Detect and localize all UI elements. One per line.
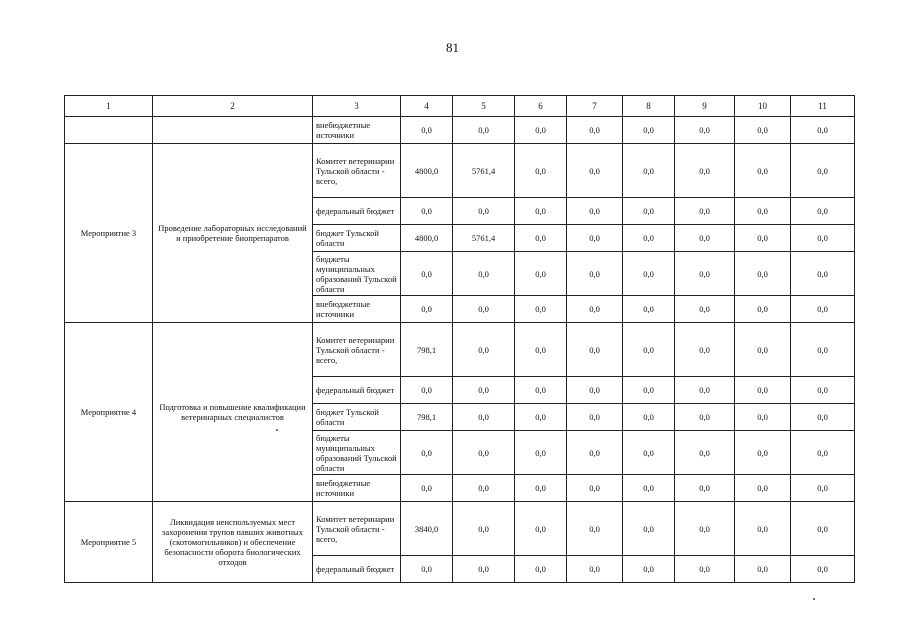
- value-cell: 0,0: [567, 225, 623, 252]
- funding-source-cell: бюджеты муниципальных образований Тульской области: [313, 252, 401, 296]
- value-cell: 0,0: [567, 556, 623, 583]
- value-cell: 0,0: [791, 296, 855, 323]
- value-cell: 0,0: [453, 431, 515, 475]
- value-cell: 0,0: [675, 252, 735, 296]
- value-cell: 0,0: [623, 475, 675, 502]
- value-cell: 0,0: [675, 144, 735, 198]
- value-cell: 0,0: [453, 404, 515, 431]
- value-cell: 0,0: [567, 252, 623, 296]
- value-cell: 0,0: [735, 323, 791, 377]
- header-cell: 11: [791, 96, 855, 117]
- value-cell: 0,0: [675, 556, 735, 583]
- value-cell: 0,0: [515, 475, 567, 502]
- value-cell: 4800,0: [401, 225, 453, 252]
- value-cell: 0,0: [453, 117, 515, 144]
- value-cell: 0,0: [401, 198, 453, 225]
- value-cell: 798,1: [401, 404, 453, 431]
- value-cell: 0,0: [675, 377, 735, 404]
- value-cell: 3840,0: [401, 502, 453, 556]
- value-cell: 0,0: [515, 296, 567, 323]
- funding-source-cell: бюджеты муниципальных образований Тульской области: [313, 431, 401, 475]
- funding-source-cell: Комитет ветеринарии Тульской области - всего,: [313, 323, 401, 377]
- value-cell: 0,0: [567, 144, 623, 198]
- value-cell: 0,0: [675, 198, 735, 225]
- value-cell: 0,0: [791, 225, 855, 252]
- value-cell: 0,0: [675, 502, 735, 556]
- value-cell: 0,0: [675, 296, 735, 323]
- value-cell: 0,0: [675, 323, 735, 377]
- value-cell: 0,0: [675, 225, 735, 252]
- scan-speck: [276, 429, 278, 431]
- value-cell: 0,0: [735, 431, 791, 475]
- event-cell: Мероприятие 4: [65, 323, 153, 502]
- value-cell: 0,0: [567, 198, 623, 225]
- value-cell: 0,0: [453, 377, 515, 404]
- value-cell: 5761,4: [453, 225, 515, 252]
- funding-source-cell: федеральный бюджет: [313, 377, 401, 404]
- value-cell: 0,0: [453, 252, 515, 296]
- value-cell: 0,0: [735, 296, 791, 323]
- value-cell: 0,0: [515, 404, 567, 431]
- value-cell: 0,0: [567, 296, 623, 323]
- value-cell: 0,0: [623, 502, 675, 556]
- value-cell: 0,0: [791, 502, 855, 556]
- value-cell: 0,0: [735, 252, 791, 296]
- value-cell: 0,0: [735, 225, 791, 252]
- value-cell: 0,0: [623, 296, 675, 323]
- funding-source-cell: федеральный бюджет: [313, 556, 401, 583]
- value-cell: 0,0: [515, 556, 567, 583]
- value-cell: 0,0: [735, 144, 791, 198]
- value-cell: 0,0: [675, 475, 735, 502]
- value-cell: 0,0: [567, 117, 623, 144]
- value-cell: 0,0: [623, 144, 675, 198]
- value-cell: 0,0: [735, 117, 791, 144]
- value-cell: 0,0: [735, 502, 791, 556]
- value-cell: 0,0: [623, 198, 675, 225]
- description-cell: Проведение лабораторных исследований и приобретение биопрепаратов: [153, 144, 313, 323]
- budget-table: [64, 95, 855, 583]
- funding-source-cell: федеральный бюджет: [313, 198, 401, 225]
- value-cell: 0,0: [567, 404, 623, 431]
- value-cell: 0,0: [567, 431, 623, 475]
- value-cell: 0,0: [791, 475, 855, 502]
- event-cell: [65, 117, 153, 144]
- value-cell: 798,1: [401, 323, 453, 377]
- header-cell: 4: [401, 96, 453, 117]
- value-cell: 0,0: [401, 475, 453, 502]
- header-cell: 8: [623, 96, 675, 117]
- page-number: 81: [446, 40, 459, 55]
- table-row: [65, 117, 855, 144]
- header-cell: 7: [567, 96, 623, 117]
- scan-speck: [813, 598, 815, 600]
- funding-source-cell: Комитет ветеринарии Тульской области - всего,: [313, 144, 401, 198]
- value-cell: 0,0: [567, 475, 623, 502]
- funding-source-cell: внебюджетные источники: [313, 296, 401, 323]
- value-cell: 0,0: [515, 252, 567, 296]
- header-cell: 6: [515, 96, 567, 117]
- value-cell: 0,0: [623, 556, 675, 583]
- header-cell: 5: [453, 96, 515, 117]
- value-cell: 0,0: [735, 198, 791, 225]
- value-cell: 0,0: [623, 252, 675, 296]
- table-header-row: [65, 96, 855, 117]
- value-cell: 0,0: [735, 404, 791, 431]
- value-cell: 0,0: [623, 225, 675, 252]
- value-cell: 0,0: [675, 431, 735, 475]
- value-cell: 0,0: [791, 144, 855, 198]
- value-cell: 0,0: [623, 404, 675, 431]
- value-cell: 0,0: [675, 404, 735, 431]
- description-cell: Ликвидация неиспользуемых мест захоронения трупов павших животных (скотомогильников) и обеспечение безопасности оборота биологических отходов: [153, 502, 313, 583]
- value-cell: 0,0: [401, 117, 453, 144]
- value-cell: 0,0: [567, 377, 623, 404]
- event-cell: Мероприятие 5: [65, 502, 153, 583]
- value-cell: 0,0: [401, 431, 453, 475]
- value-cell: 0,0: [791, 252, 855, 296]
- value-cell: 0,0: [515, 198, 567, 225]
- value-cell: 5761,4: [453, 144, 515, 198]
- header-cell: 1: [65, 96, 153, 117]
- header-cell: 9: [675, 96, 735, 117]
- value-cell: 0,0: [401, 377, 453, 404]
- value-cell: 0,0: [791, 117, 855, 144]
- table-row: [65, 323, 855, 377]
- funding-source-cell: Комитет ветеринарии Тульской области - всего,: [313, 502, 401, 556]
- value-cell: 0,0: [791, 431, 855, 475]
- value-cell: 0,0: [791, 198, 855, 225]
- value-cell: 0,0: [515, 323, 567, 377]
- funding-source-cell: внебюджетные источники: [313, 475, 401, 502]
- value-cell: 0,0: [735, 475, 791, 502]
- value-cell: 0,0: [515, 502, 567, 556]
- value-cell: 0,0: [515, 225, 567, 252]
- value-cell: 0,0: [791, 404, 855, 431]
- value-cell: 0,0: [453, 475, 515, 502]
- event-cell: Мероприятие 3: [65, 144, 153, 323]
- funding-source-cell: бюджет Тульской области: [313, 404, 401, 431]
- value-cell: 0,0: [567, 502, 623, 556]
- description-cell: Подготовка и повышение квалификации ветеринарных специалистов: [153, 323, 313, 502]
- value-cell: 0,0: [453, 323, 515, 377]
- value-cell: 0,0: [791, 323, 855, 377]
- value-cell: 0,0: [623, 431, 675, 475]
- value-cell: 0,0: [735, 556, 791, 583]
- value-cell: 0,0: [623, 117, 675, 144]
- value-cell: 4800,0: [401, 144, 453, 198]
- funding-source-cell: внебюджетные источники: [313, 117, 401, 144]
- value-cell: 0,0: [453, 502, 515, 556]
- table-row: [65, 502, 855, 556]
- value-cell: 0,0: [515, 144, 567, 198]
- value-cell: 0,0: [401, 252, 453, 296]
- value-cell: 0,0: [791, 556, 855, 583]
- description-cell: [153, 117, 313, 144]
- value-cell: 0,0: [515, 377, 567, 404]
- value-cell: 0,0: [567, 323, 623, 377]
- value-cell: 0,0: [453, 556, 515, 583]
- value-cell: 0,0: [515, 117, 567, 144]
- table-row: [65, 144, 855, 198]
- value-cell: 0,0: [735, 377, 791, 404]
- value-cell: 0,0: [623, 377, 675, 404]
- value-cell: 0,0: [515, 431, 567, 475]
- value-cell: 0,0: [401, 556, 453, 583]
- value-cell: 0,0: [623, 323, 675, 377]
- funding-source-cell: бюджет Тульской области: [313, 225, 401, 252]
- value-cell: 0,0: [401, 296, 453, 323]
- value-cell: 0,0: [791, 377, 855, 404]
- value-cell: 0,0: [675, 117, 735, 144]
- header-cell: 3: [313, 96, 401, 117]
- value-cell: 0,0: [453, 296, 515, 323]
- header-cell: 10: [735, 96, 791, 117]
- value-cell: 0,0: [453, 198, 515, 225]
- header-cell: 2: [153, 96, 313, 117]
